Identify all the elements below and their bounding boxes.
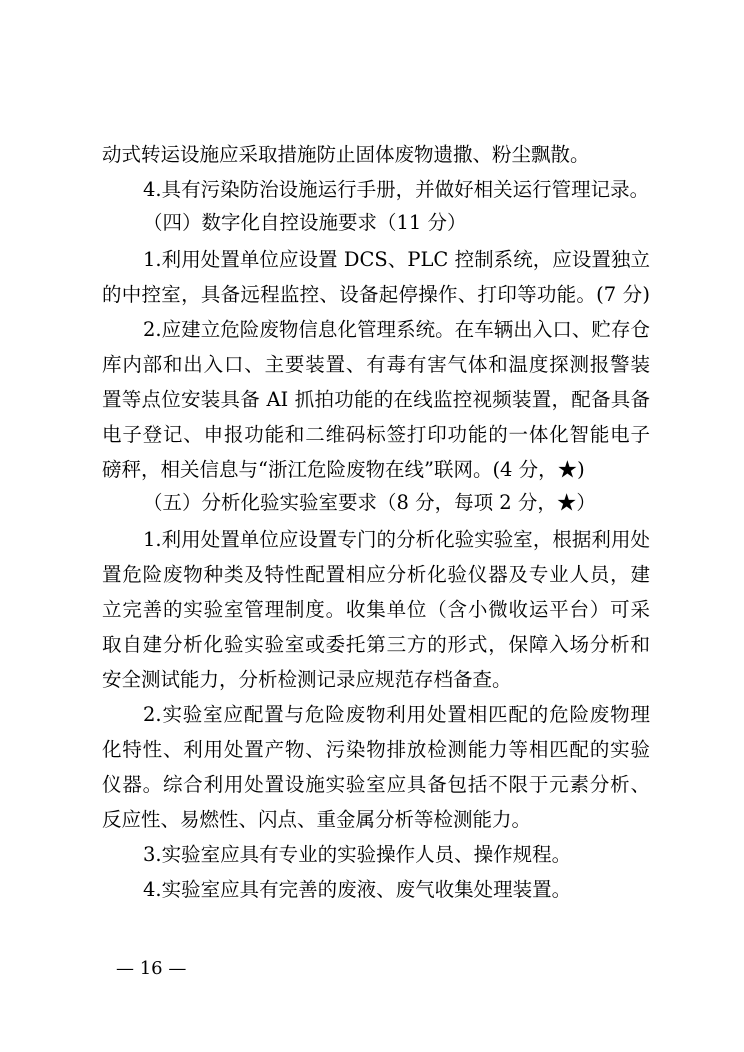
body-line-5: 的中控室，具备远程监控、设备起停操作、打印等功能。(7 分) xyxy=(102,283,650,306)
section-heading-5: （五）分析化验实验室要求（8 分，每项 2 分，★） xyxy=(143,491,596,514)
section-heading-4: （四）数字化自控设施要求（11 分） xyxy=(143,211,467,234)
body-line-8: 置等点位安装具备 AI 抓拍功能的在线监控视频装置，配备具备 xyxy=(102,388,650,411)
body-line-10: 磅秤，相关信息与“浙江危险废物在线”联网。(4 分，★) xyxy=(102,458,585,481)
body-line-6: 2.应建立危险废物信息化管理系统。在车辆出入口、贮存仓 xyxy=(143,318,650,341)
body-line-22: 4.实验室应具有完善的废液、废气收集处理装置。 xyxy=(143,878,572,901)
body-line-4: 1.利用处置单位应设置 DCS、PLC 控制系统，应设置独立 xyxy=(143,248,650,271)
body-line-18: 化特性、利用处置产物、污染物排放检测能力等相匹配的实验 xyxy=(102,738,650,761)
body-line-1: 动式转运设施应采取措施防止固体废物遗撒、粉尘飘散。 xyxy=(102,143,590,166)
page-number: — 16 — xyxy=(116,958,187,979)
body-line-2: 4.具有污染防治设施运行手册，并做好相关运行管理记录。 xyxy=(143,178,650,201)
body-line-16: 安全测试能力，分析检测记录应规范存档备查。 xyxy=(102,668,512,691)
body-line-9: 电子登记、申报功能和二维码标签打印功能的一体化智能电子 xyxy=(102,423,650,446)
body-line-14: 立完善的实验室管理制度。收集单位（含小微收运平台）可采 xyxy=(102,598,650,621)
body-line-19: 仪器。综合利用处置设施实验室应具备包括不限于元素分析、 xyxy=(102,773,650,796)
body-line-7: 库内部和出入口、主要装置、有毒有害气体和温度探测报警装 xyxy=(102,353,650,376)
body-line-17: 2.实验室应配置与危险废物利用处置相匹配的危险废物理 xyxy=(143,703,650,726)
body-line-15: 取自建分析化验实验室或委托第三方的形式，保障入场分析和 xyxy=(102,633,650,656)
body-line-21: 3.实验室应具有专业的实验操作人员、操作规程。 xyxy=(143,843,572,866)
body-line-12: 1.利用处置单位应设置专门的分析化验实验室，根据利用处 xyxy=(143,528,650,551)
body-line-13: 置危险废物种类及特性配置相应分析化验仪器及专业人员，建 xyxy=(102,563,650,586)
body-line-20: 反应性、易燃性、闪点、重金属分析等检测能力。 xyxy=(102,808,532,831)
